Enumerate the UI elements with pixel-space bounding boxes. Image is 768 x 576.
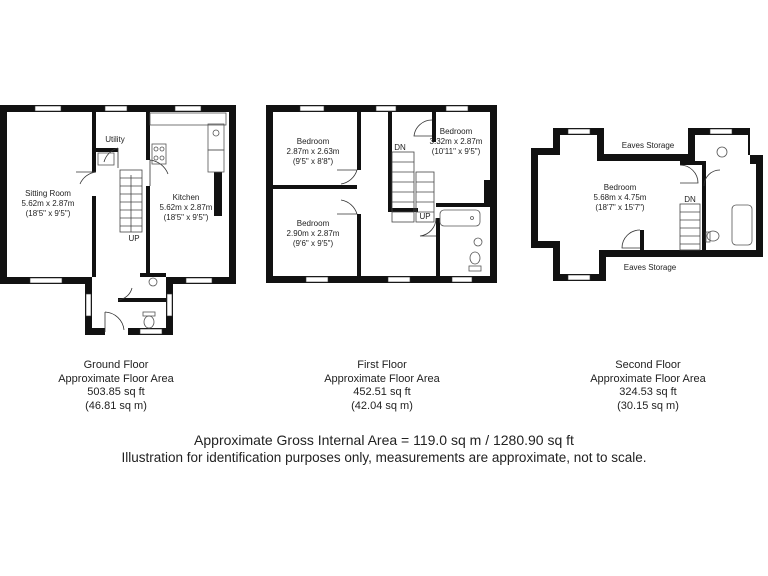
window bbox=[186, 278, 212, 283]
caption-area-sqft: 452.51 sq ft bbox=[353, 386, 411, 398]
door-swing bbox=[337, 200, 357, 214]
bathroom-wall bbox=[436, 218, 440, 276]
caption-title: Ground Floor bbox=[83, 359, 149, 371]
room-imperial-bedroom-a: (9'5" x 8'8") bbox=[292, 157, 334, 166]
window bbox=[710, 129, 732, 134]
bath-icon bbox=[440, 210, 480, 226]
room-name-eaves-storage-top: Eaves Storage bbox=[621, 141, 675, 150]
room-name-utility: Utility bbox=[105, 135, 125, 144]
window bbox=[167, 294, 172, 316]
caption-area-sqft: 503.85 sq ft bbox=[87, 386, 145, 398]
first-floor-wall-right bbox=[490, 105, 497, 283]
window bbox=[568, 129, 590, 134]
window bbox=[30, 278, 62, 283]
kitchen-chimney bbox=[214, 172, 222, 216]
bathroom-wall bbox=[436, 203, 490, 207]
door-swing bbox=[704, 170, 720, 186]
room-imperial-bedroom: (18'7" x 15'7") bbox=[595, 203, 645, 212]
gross-internal-area: Approximate Gross Internal Area = 119.0 sq m / 1280.90 sq ft bbox=[194, 432, 574, 448]
landing-wall bbox=[388, 112, 392, 212]
window bbox=[376, 106, 396, 111]
basin-icon bbox=[717, 147, 727, 157]
caption-subtitle: Approximate Floor Area bbox=[324, 372, 440, 385]
stairs-up-label: UP bbox=[419, 212, 431, 221]
door-swing bbox=[337, 170, 357, 184]
stairs-up-label: UP bbox=[128, 234, 140, 243]
window bbox=[388, 277, 410, 282]
window bbox=[140, 329, 162, 334]
window bbox=[300, 106, 324, 111]
stairs-down-label: DN bbox=[394, 143, 406, 152]
bedroom-wall bbox=[357, 112, 361, 170]
second-floor-plan bbox=[531, 128, 768, 281]
caption-area-sqm: (46.81 sq m) bbox=[85, 399, 147, 412]
window bbox=[306, 277, 328, 282]
caption-title: First Floor bbox=[357, 359, 407, 371]
room-imperial-kitchen: (18'5" x 9'5") bbox=[163, 213, 209, 222]
kitchen-counter bbox=[208, 150, 224, 172]
chimney bbox=[484, 180, 490, 204]
second-floor-wall-left bbox=[531, 148, 538, 248]
door-swing bbox=[76, 172, 96, 184]
kitchen-worktop bbox=[150, 113, 226, 125]
kitchen-wall-lower bbox=[146, 186, 150, 277]
toilet-icon bbox=[144, 316, 154, 328]
bedroom-wall bbox=[357, 214, 361, 276]
room-name-eaves-storage-bottom: Eaves Storage bbox=[623, 263, 677, 272]
toilet-icon bbox=[470, 252, 480, 264]
kitchen-sink-icon bbox=[208, 124, 224, 150]
basin-icon bbox=[474, 238, 482, 246]
bathroom-wall bbox=[702, 161, 706, 250]
window bbox=[35, 106, 61, 111]
window bbox=[105, 106, 127, 111]
second-floor-wall-bottom-right bbox=[599, 250, 763, 257]
ground-floor-wall-right bbox=[229, 105, 236, 284]
room-imperial-bedroom-b: (10'11" x 9'5") bbox=[431, 147, 481, 156]
utility-wall bbox=[96, 148, 118, 152]
room-name-kitchen: Kitchen bbox=[172, 193, 200, 202]
window bbox=[175, 106, 201, 111]
stair-wall bbox=[640, 230, 644, 250]
caption-subtitle: Approximate Floor Area bbox=[590, 372, 706, 385]
sitting-room-wall-upper bbox=[92, 112, 96, 172]
room-metric-sitting-room: 5.62m x 2.87m bbox=[21, 199, 75, 208]
caption-title: Second Floor bbox=[615, 359, 681, 371]
first-floor-wall-left bbox=[266, 105, 273, 283]
kitchen-wall-upper bbox=[146, 112, 150, 160]
room-name-bedroom-c: Bedroom bbox=[296, 219, 330, 228]
basin-icon bbox=[149, 278, 157, 286]
ground-floor-wall-left bbox=[0, 105, 7, 284]
room-metric-bedroom: 5.68m x 4.75m bbox=[593, 193, 647, 202]
bath-icon bbox=[732, 205, 752, 245]
sitting-room-wall-lower bbox=[92, 196, 96, 277]
door-swing bbox=[105, 312, 124, 332]
bathroom-wall bbox=[680, 161, 702, 165]
door-swing bbox=[414, 120, 432, 136]
ground-floor-stairs bbox=[120, 170, 142, 232]
window bbox=[452, 277, 472, 282]
window bbox=[568, 275, 590, 280]
room-name-bedroom: Bedroom bbox=[603, 183, 637, 192]
room-name-sitting-room: Sitting Room bbox=[25, 189, 71, 198]
room-name-bedroom-b: Bedroom bbox=[439, 127, 473, 136]
porch-wc-partition bbox=[118, 298, 166, 302]
room-metric-bedroom-a: 2.87m x 2.63m bbox=[286, 147, 340, 156]
bedroom-partition bbox=[273, 185, 357, 189]
caption-area-sqm: (42.04 sq m) bbox=[351, 399, 413, 412]
utility-counter bbox=[98, 153, 114, 165]
room-name-bedroom-a: Bedroom bbox=[296, 137, 330, 146]
second-floor-caption bbox=[548, 359, 748, 413]
footer bbox=[0, 431, 768, 467]
first-floor-caption bbox=[282, 359, 482, 413]
room-imperial-sitting-room: (18'5" x 9'5") bbox=[25, 209, 71, 218]
window bbox=[86, 294, 91, 316]
room-imperial-bedroom-c: (9'6" x 9'5") bbox=[292, 239, 334, 248]
door-swing bbox=[622, 230, 640, 248]
room-metric-kitchen: 5.62m x 2.87m bbox=[159, 203, 213, 212]
second-floor-wall-right bbox=[756, 155, 763, 257]
caption-subtitle: Approximate Floor Area bbox=[58, 372, 174, 385]
ground-floor-caption bbox=[16, 359, 216, 413]
toilet-icon bbox=[707, 231, 719, 241]
room-metric-bedroom-b: 3.32m x 2.87m bbox=[429, 137, 483, 146]
stairs-down-label: DN bbox=[684, 195, 696, 204]
caption-area-sqm: (30.15 sq m) bbox=[617, 399, 679, 412]
porch-wc-top bbox=[140, 273, 166, 277]
second-floor-stairs bbox=[680, 204, 700, 250]
first-floor-plan bbox=[266, 105, 497, 283]
caption-area-sqft: 324.53 sq ft bbox=[619, 386, 677, 398]
room-metric-bedroom-c: 2.90m x 2.87m bbox=[286, 229, 340, 238]
disclaimer: Illustration for identification purposes only, measurements are approximate, not to scale. bbox=[121, 450, 647, 465]
porch-wall-bottom-left bbox=[85, 328, 105, 335]
door-swing bbox=[680, 165, 698, 183]
window bbox=[446, 106, 468, 111]
ground-floor-plan bbox=[0, 105, 236, 335]
